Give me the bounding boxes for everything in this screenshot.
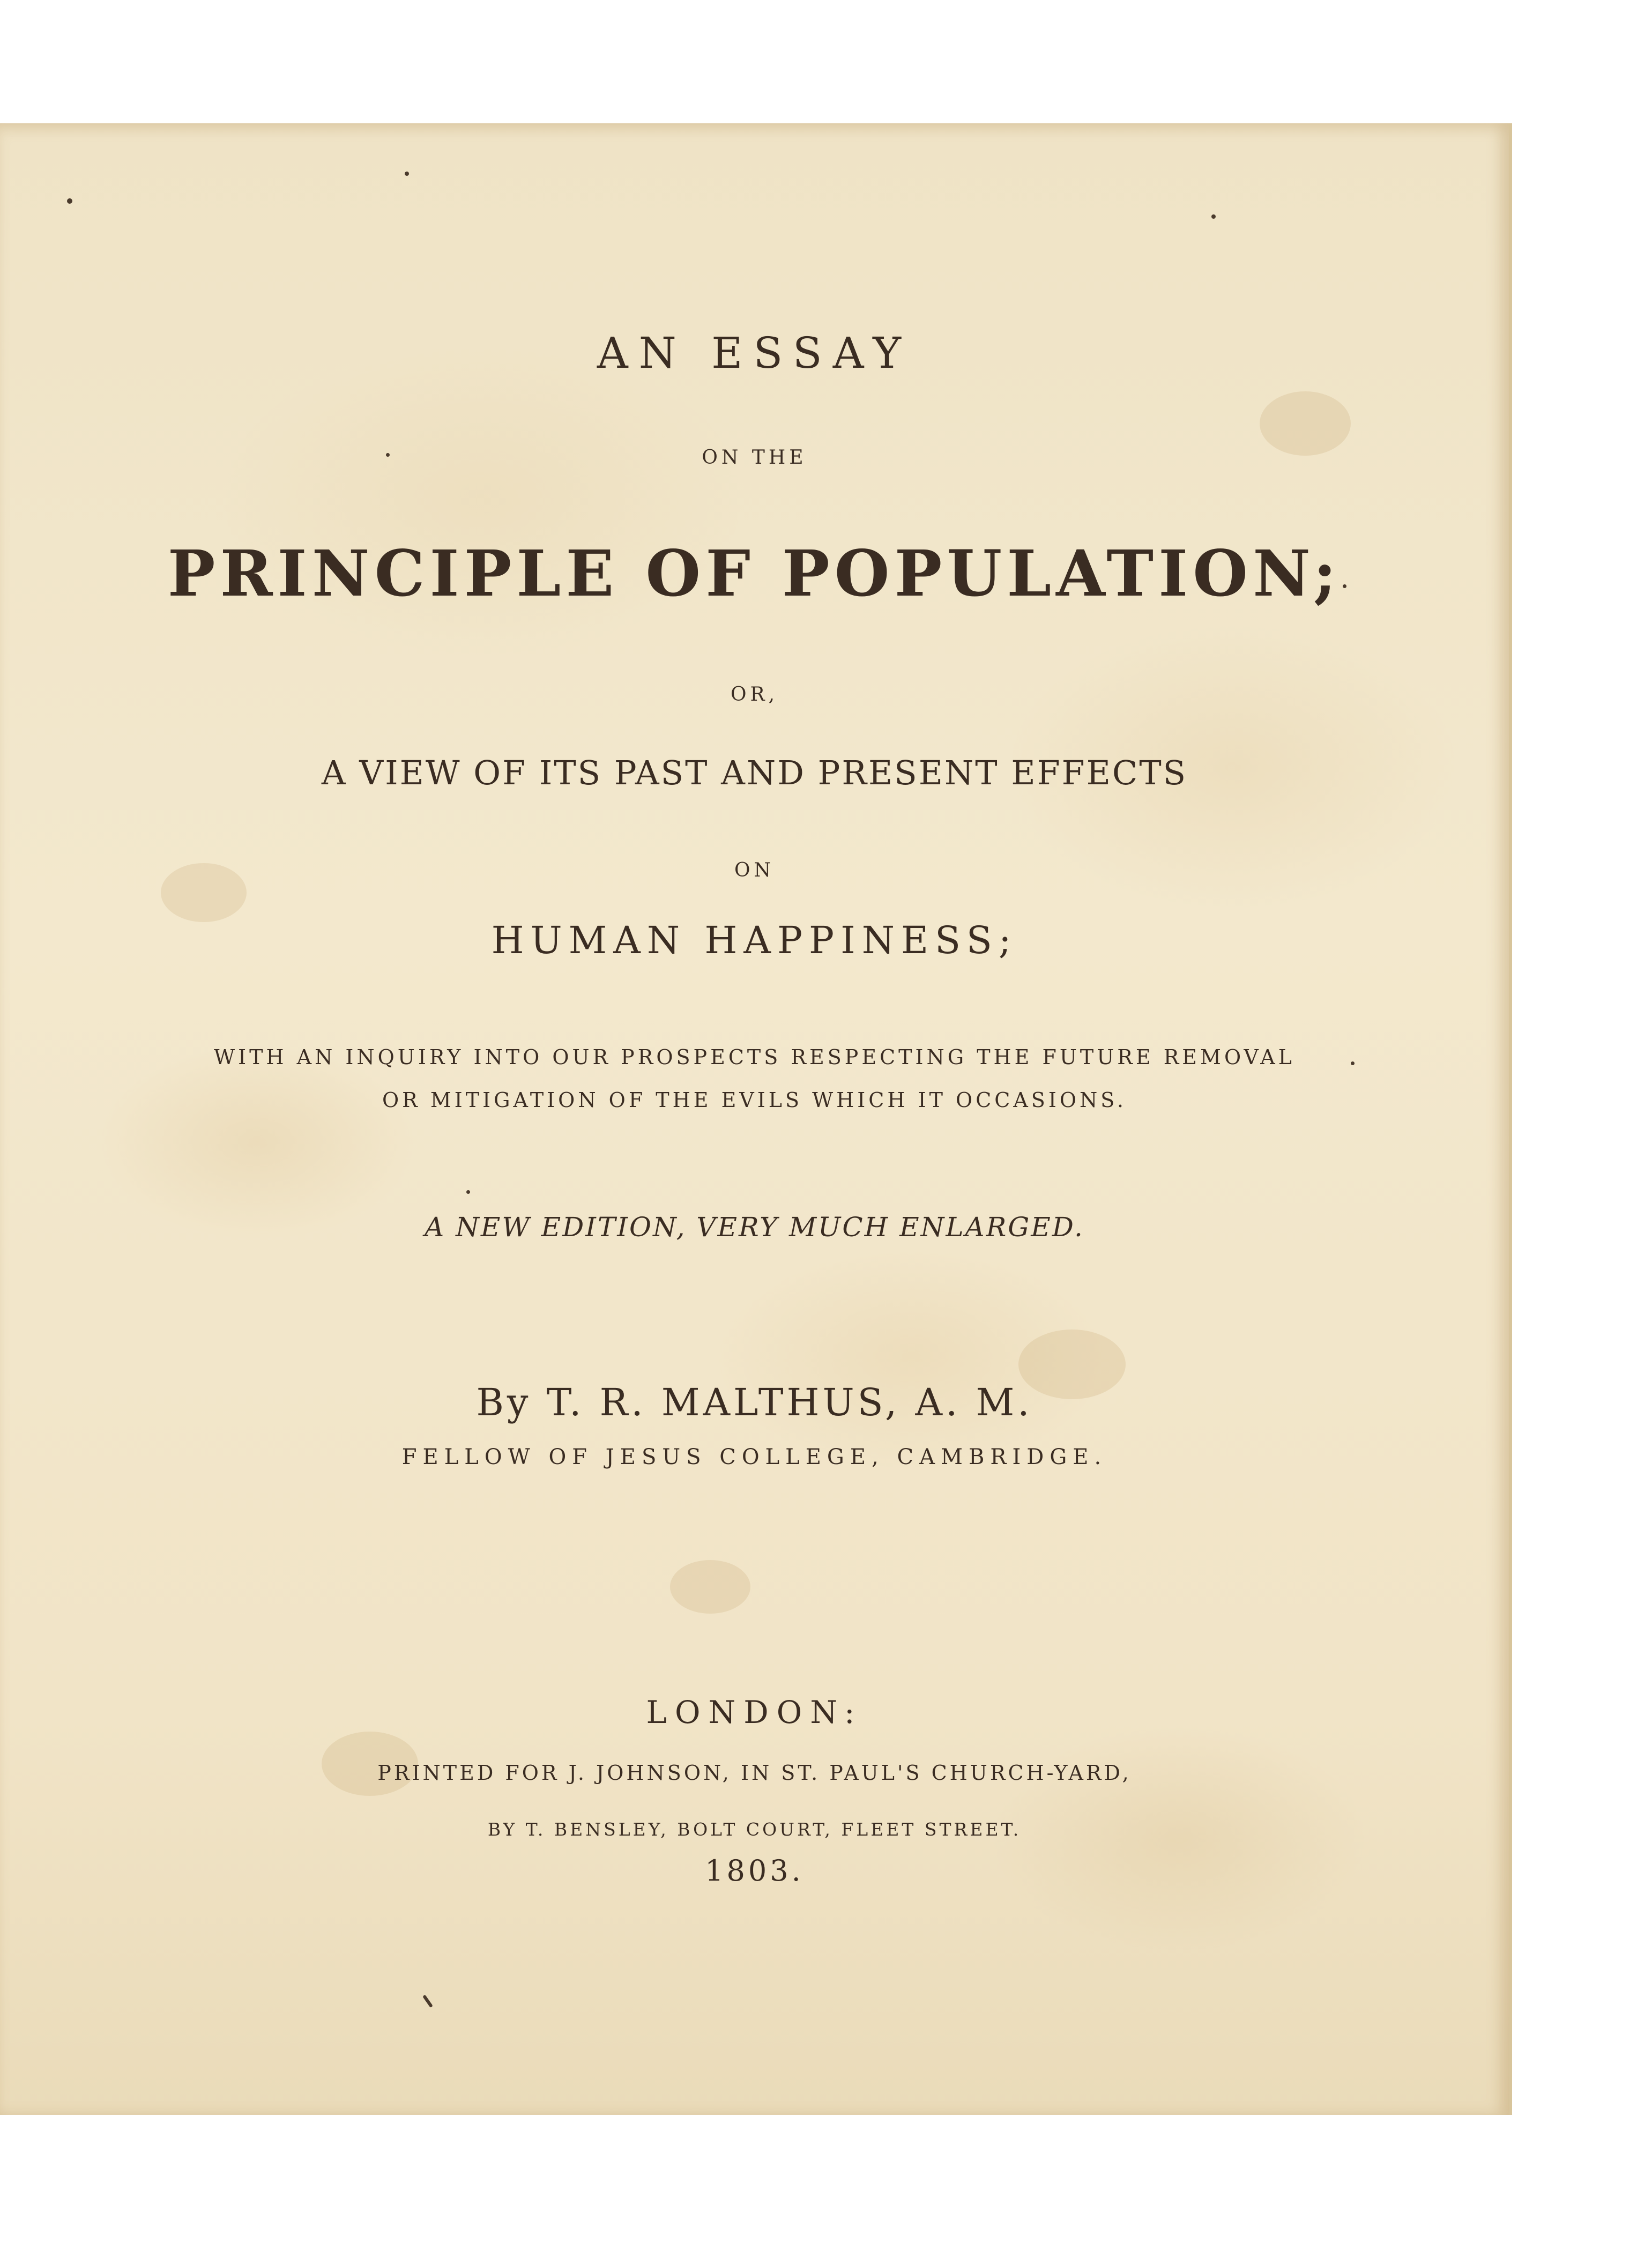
- ink-speck: [466, 1190, 470, 1194]
- ink-speck: [67, 198, 72, 204]
- imprint-year: 1803.: [705, 1854, 804, 1888]
- subtitle-line-on: ON: [734, 859, 775, 881]
- edition-note: A NEW EDITION, VERY MUCH ENLARGED.: [425, 1212, 1084, 1243]
- subtitle-line-happiness: HUMAN HAPPINESS;: [491, 918, 1018, 962]
- imprint-place: LONDON:: [646, 1694, 863, 1730]
- inquiry-line-2: OR MITIGATION OF THE EVILS WHICH IT OCCASIONS.: [382, 1088, 1127, 1112]
- imprint-publisher: PRINTED FOR J. JOHNSON, IN ST. PAUL'S CHURCH-YARD,: [377, 1761, 1132, 1785]
- title-page: [0, 123, 1512, 2115]
- title-line-principle: PRINCIPLE OF POPULATION;: [167, 536, 1342, 611]
- inquiry-line-1: WITH AN INQUIRY INTO OUR PROSPECTS RESPECTING THE FUTURE REMOVAL: [214, 1045, 1295, 1069]
- title-line-essay: AN ESSAY: [597, 328, 912, 378]
- foxing-spot: [1260, 391, 1351, 456]
- ink-speck: [405, 172, 409, 176]
- author-line: By T. R. MALTHUS, A. M.: [476, 1380, 1033, 1424]
- author-affiliation: FELLOW OF JESUS COLLEGE, CAMBRIDGE.: [401, 1445, 1107, 1469]
- title-line-on-the: ON THE: [702, 447, 807, 469]
- ink-speck: [1211, 214, 1216, 219]
- subtitle-line-view: A VIEW OF ITS PAST AND PRESENT EFFECTS: [321, 753, 1188, 792]
- imprint-printer: BY T. BENSLEY, BOLT COURT, FLEET STREET.: [487, 1819, 1022, 1840]
- foxing-spot: [670, 1560, 750, 1614]
- ink-speck: [422, 1995, 433, 2008]
- title-line-or: OR,: [730, 684, 779, 705]
